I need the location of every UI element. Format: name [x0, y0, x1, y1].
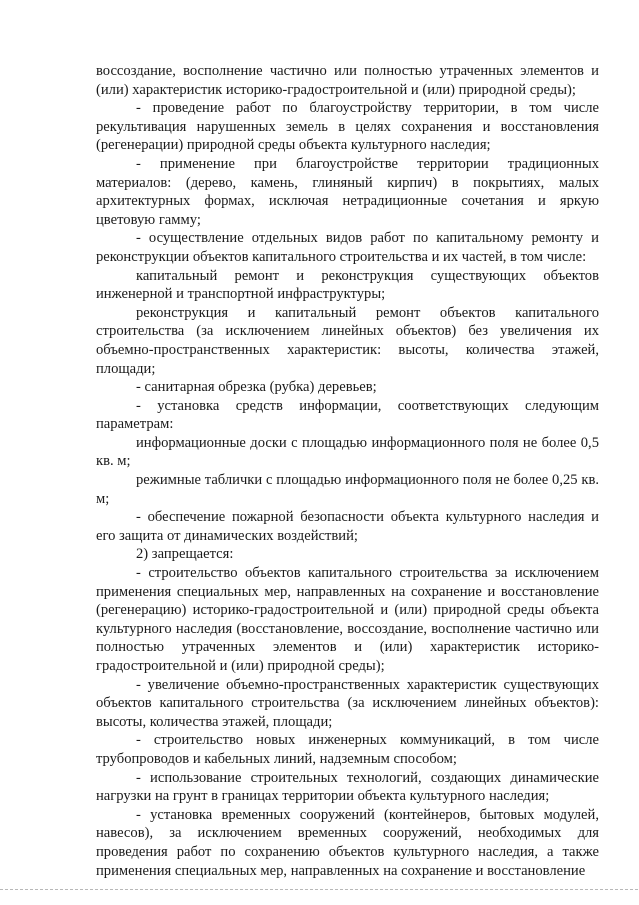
paragraph-regime-plates: режимные таблички с площадью информационного поля не более 0,25 кв. м;: [96, 472, 599, 507]
paragraph-continuation: воссоздание, восполнение частично или полностью утраченных элементов и (или) характеристик историко-градостроительной и (или) природной среды);: [96, 63, 599, 98]
section-heading-prohibited: 2) запрещается:: [136, 546, 234, 563]
paragraph-landscaping: - проведение работ по благоустройству территории, в том числе рекультивация нарушенных земель в целях сохранения и восстановления (регенерации) природной среды объекта культурного наследия;: [96, 100, 599, 154]
document-body: [96, 62, 599, 880]
paragraph-utilities-ban: - строительство новых инженерных коммуникаций, в том числе трубопроводов и кабельных линий, надземным способом;: [96, 732, 599, 767]
paragraph-dynamic-loads-ban: - использование строительных технологий, создающих динамические нагрузки на грунт в границах территории объекта культурного наследия;: [96, 769, 599, 805]
paragraph-construction-ban: - строительство объектов капитального строительства за исключением применения специальных мер, направленных на сохранение и восстановление (регенерацию) историко-градостроительной и (или) природной среды объекта культурного наследия (восстановление, воссоздание, восполнение частично или полностью утраченных элементов и (или) характеристик историко-градостроительной и (или) природной среды);: [96, 565, 599, 674]
paragraph-fire-safety: - обеспечение пожарной безопасности объекта культурного наследия и его защита от динамических воздействий;: [96, 509, 599, 544]
paragraph-volume-increase-ban: - увеличение объемно-пространственных характеристик существующих объектов капитального строительства (за исключением линейных объектов): высоты, количества этажей, площади;: [96, 676, 599, 730]
paragraph-temporary-structures: - установка временных сооружений (контейнеров, бытовых модулей, навесов), за исключением временных сооружений, необходимых для проведения работ по сохранению объектов культурного наследия, а также применения специальных мер, направленных на сохранение и восстановление: [96, 806, 599, 879]
paragraph-reconstruction: реконструкция и капитальный ремонт объектов капитального строительства (за исключением линейных объектов) без увеличения их объемно-пространственных характеристик: высоты, количества этажей, площади;: [96, 304, 599, 377]
paragraph-info-boards: информационные доски с площадью информационного поля не более 0,5 кв. м;: [96, 434, 599, 470]
paragraph-traditional-materials: - применение при благоустройстве территории традиционных материалов: (дерево, камень, глиняный кирпич) в покрытиях, малых архитектурных формах, исключая нетрадиционные сочетания и яркую цветовую гамму;: [96, 155, 599, 228]
paragraph-tree-pruning: - санитарная обрезка (рубка) деревьев;: [136, 379, 377, 396]
paragraph-infrastructure-repair: капитальный ремонт и реконструкция существующих объектов инженерной и транспортной инфраструктуры;: [96, 267, 599, 303]
paragraph-information-means: - установка средств информации, соответствующих следующим параметрам:: [96, 397, 599, 433]
page-bottom-scan-edge: [0, 889, 639, 890]
paragraph-capital-repair: - осуществление отдельных видов работ по капитальному ремонту и реконструкции объектов капитального строительства и их частей, в том числе:: [96, 230, 599, 265]
